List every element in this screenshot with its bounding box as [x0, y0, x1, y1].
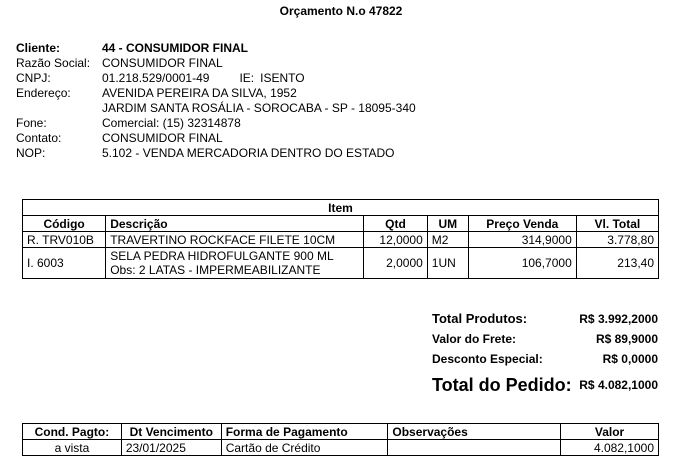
col-um: UM: [427, 216, 468, 232]
frete-row: [432, 329, 658, 349]
fone-value: Comercial: (15) 32314878: [102, 116, 241, 130]
items-header-row: [23, 216, 659, 232]
endereco-label: Endereço:: [16, 86, 71, 100]
endereco-line1: AVENIDA PEREIRA DA SILVA, 1952: [102, 86, 297, 100]
cell-descricao: [106, 248, 364, 279]
ie-value: ISENTO: [260, 71, 305, 85]
razao-label: Razão Social:: [16, 56, 91, 70]
nop-row: [16, 146, 416, 161]
cell-total: 3.778,80: [576, 232, 658, 248]
contato-value: CONSUMIDOR FINAL: [102, 131, 223, 145]
item-description: SELA PEDRA HIDROFULGANTE 900 ML: [110, 249, 334, 263]
col-valor: Valor: [561, 424, 659, 440]
cell-preco: 106,7000: [468, 248, 576, 279]
nop-value: 5.102 - VENDA MERCADORIA DENTRO DO ESTADO: [102, 146, 395, 160]
cell-vencimento: 23/01/2025: [121, 440, 221, 456]
table-row: [23, 440, 659, 456]
cell-observacoes: [388, 440, 561, 456]
items-caption-row: [23, 200, 659, 216]
total-pedido-row: [432, 371, 658, 399]
cnpj-row: [16, 71, 416, 86]
endereco-line2: JARDIM SANTA ROSÁLIA - SOROCABA - SP - 18095-340: [102, 101, 416, 115]
col-preco: Preço Venda: [468, 216, 576, 232]
total-pedido-value: R$ 4.082,1000: [579, 378, 658, 392]
col-forma: Forma de Pagamento: [221, 424, 388, 440]
col-observacoes: Observações: [388, 424, 561, 440]
client-label: Cliente:: [16, 41, 61, 55]
total-produtos-label: Total Produtos:: [432, 311, 528, 326]
cnpj-value: 01.218.529/0001-49: [102, 71, 210, 85]
spacer: [16, 101, 102, 116]
items-caption: Item: [23, 200, 659, 216]
total-pedido-label: Total do Pedido:: [432, 374, 572, 395]
frete-value: R$ 89,9000: [595, 332, 658, 346]
cell-cond: a vista: [23, 440, 122, 456]
cell-qtd: 12,0000: [364, 232, 428, 248]
table-row: [23, 232, 659, 248]
col-codigo: Código: [23, 216, 106, 232]
items-table: [22, 199, 659, 279]
col-total: Vl. Total: [576, 216, 658, 232]
cell-codigo: R. TRV010B: [23, 232, 106, 248]
total-produtos-row: [432, 308, 658, 329]
cell-forma: Cartão de Crédito: [221, 440, 388, 456]
cell-um: M2: [427, 232, 468, 248]
client-info: [16, 41, 416, 161]
client-row: [16, 41, 416, 56]
fone-label: Fone:: [16, 116, 47, 130]
desconto-row: [432, 349, 658, 369]
desconto-label: Desconto Especial:: [432, 352, 543, 366]
ie-label: IE:: [239, 71, 255, 85]
cell-valor: 4.082,1000: [561, 440, 659, 456]
col-descricao: Descrição: [106, 216, 364, 232]
cnpj-label: CNPJ:: [16, 71, 51, 85]
contato-row: [16, 131, 416, 146]
payment-table: [22, 423, 659, 456]
endereco-row-2: [16, 101, 416, 116]
cell-preco: 314,9000: [468, 232, 576, 248]
frete-label: Valor do Frete:: [432, 332, 517, 346]
nop-label: NOP:: [16, 146, 46, 160]
cell-qtd: 2,0000: [364, 248, 428, 279]
cell-descricao: TRAVERTINO ROCKFACE FILETE 10CM: [106, 232, 364, 248]
item-observation: Obs: 2 LATAS - IMPERMEABILIZANTE: [110, 263, 321, 277]
col-vencimento: Dt Vencimento: [121, 424, 221, 440]
total-produtos-value: R$ 3.992,2000: [579, 311, 658, 326]
razao-row: [16, 56, 416, 71]
cell-total: 213,40: [576, 248, 658, 279]
totals-block: [432, 308, 658, 399]
endereco-row: [16, 86, 416, 101]
cell-um: 1UN: [427, 248, 468, 279]
razao-value: CONSUMIDOR FINAL: [102, 56, 223, 70]
col-qtd: Qtd: [364, 216, 428, 232]
page-title: Orçamento N.o 47822: [279, 4, 403, 18]
fone-row: [16, 116, 416, 131]
client-value: 44 - CONSUMIDOR FINAL: [102, 41, 249, 55]
col-cond: Cond. Pagto:: [23, 424, 122, 440]
contato-label: Contato:: [16, 131, 62, 145]
table-row: [23, 248, 659, 279]
payment-header-row: [23, 424, 659, 440]
desconto-value: R$ 0,0000: [602, 352, 658, 366]
cell-codigo: I. 6003: [23, 248, 106, 279]
